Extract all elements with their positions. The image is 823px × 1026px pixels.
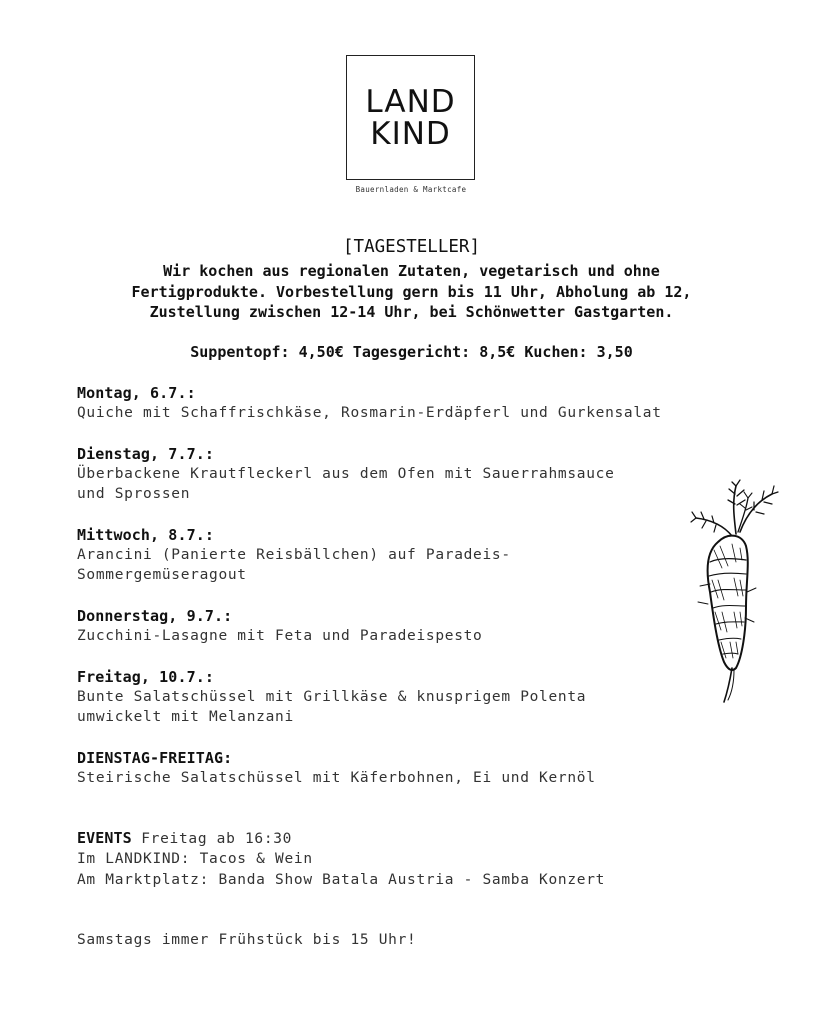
price-list: Suppentopf: 4,50€ Tagesgericht: 8,5€ Kuchen: 3,50 (190, 343, 633, 361)
page-title: [TAGESTELLER] (343, 237, 480, 257)
carrot-illustration-icon (688, 472, 782, 708)
menu-day-montag (77, 383, 717, 423)
day-dish-line: Überbackene Krautfleckerl aus dem Ofen mit Sauerrahmsauce (77, 466, 615, 482)
intro-text (0, 261, 823, 323)
menu-day-mittwoch (77, 525, 717, 586)
menu-day-donnerstag (77, 606, 717, 646)
logo-line-land: LAND (365, 84, 456, 120)
day-dish-line: Bunte Salatschüssel mit Grillkäse & knusprigem Polenta (77, 689, 587, 705)
day-heading: Mittwoch, 8.7.: (77, 526, 214, 544)
logo-tagline: Bauernladen & Marktcafe (355, 185, 467, 194)
day-dish-line: Steirische Salatschüssel mit Käferbohnen, Ei und Kernöl (77, 770, 596, 786)
landkind-logo (346, 55, 475, 180)
events-when: Freitag ab 16:30 (141, 831, 293, 847)
events-line-1: Im LANDKIND: Tacos & Wein (77, 851, 313, 868)
day-dish-line: und Sprossen (77, 486, 191, 503)
events-label: EVENTS (77, 829, 132, 847)
intro-line-3: Zustellung zwischen 12-14 Uhr, bei Schönwetter Gastgarten. (149, 303, 674, 321)
day-dish-line: Zucchini-Lasagne mit Feta und Paradeispesto (77, 628, 483, 644)
intro-line-1: Wir kochen aus regionalen Zutaten, vegetarisch und ohne (163, 262, 660, 280)
day-dish-line: Sommergemüseragout (77, 567, 247, 584)
events-section (77, 828, 757, 890)
intro-line-2: Fertigprodukte. Vorbestellung gern bis 11 Uhr, Abholung ab 12, (131, 282, 692, 301)
day-heading: Dienstag, 7.7.: (77, 445, 214, 463)
day-heading: Donnerstag, 9.7.: (77, 607, 233, 625)
day-heading: DIENSTAG-FREITAG: (77, 749, 233, 767)
menu-day-dienstag-freitag (77, 748, 717, 788)
day-heading: Montag, 6.7.: (77, 384, 196, 402)
saturday-note: Samstags immer Frühstück bis 15 Uhr! (77, 932, 417, 948)
logo-line-kind: KIND (370, 116, 451, 152)
menu-day-dienstag (77, 444, 717, 505)
menu-day-freitag (77, 667, 717, 728)
day-heading: Freitag, 10.7.: (77, 668, 214, 686)
day-dish-line: Arancini (Panierte Reisbällchen) auf Paradeis- (77, 547, 511, 563)
events-header-line (77, 828, 757, 849)
events-line-2: Am Marktplatz: Banda Show Batala Austria - Samba Konzert (77, 871, 606, 888)
day-dish-line: Quiche mit Schaffrischkäse, Rosmarin-Erdäpferl und Gurkensalat (77, 405, 662, 421)
day-dish-line: umwickelt mit Melanzani (77, 709, 294, 726)
